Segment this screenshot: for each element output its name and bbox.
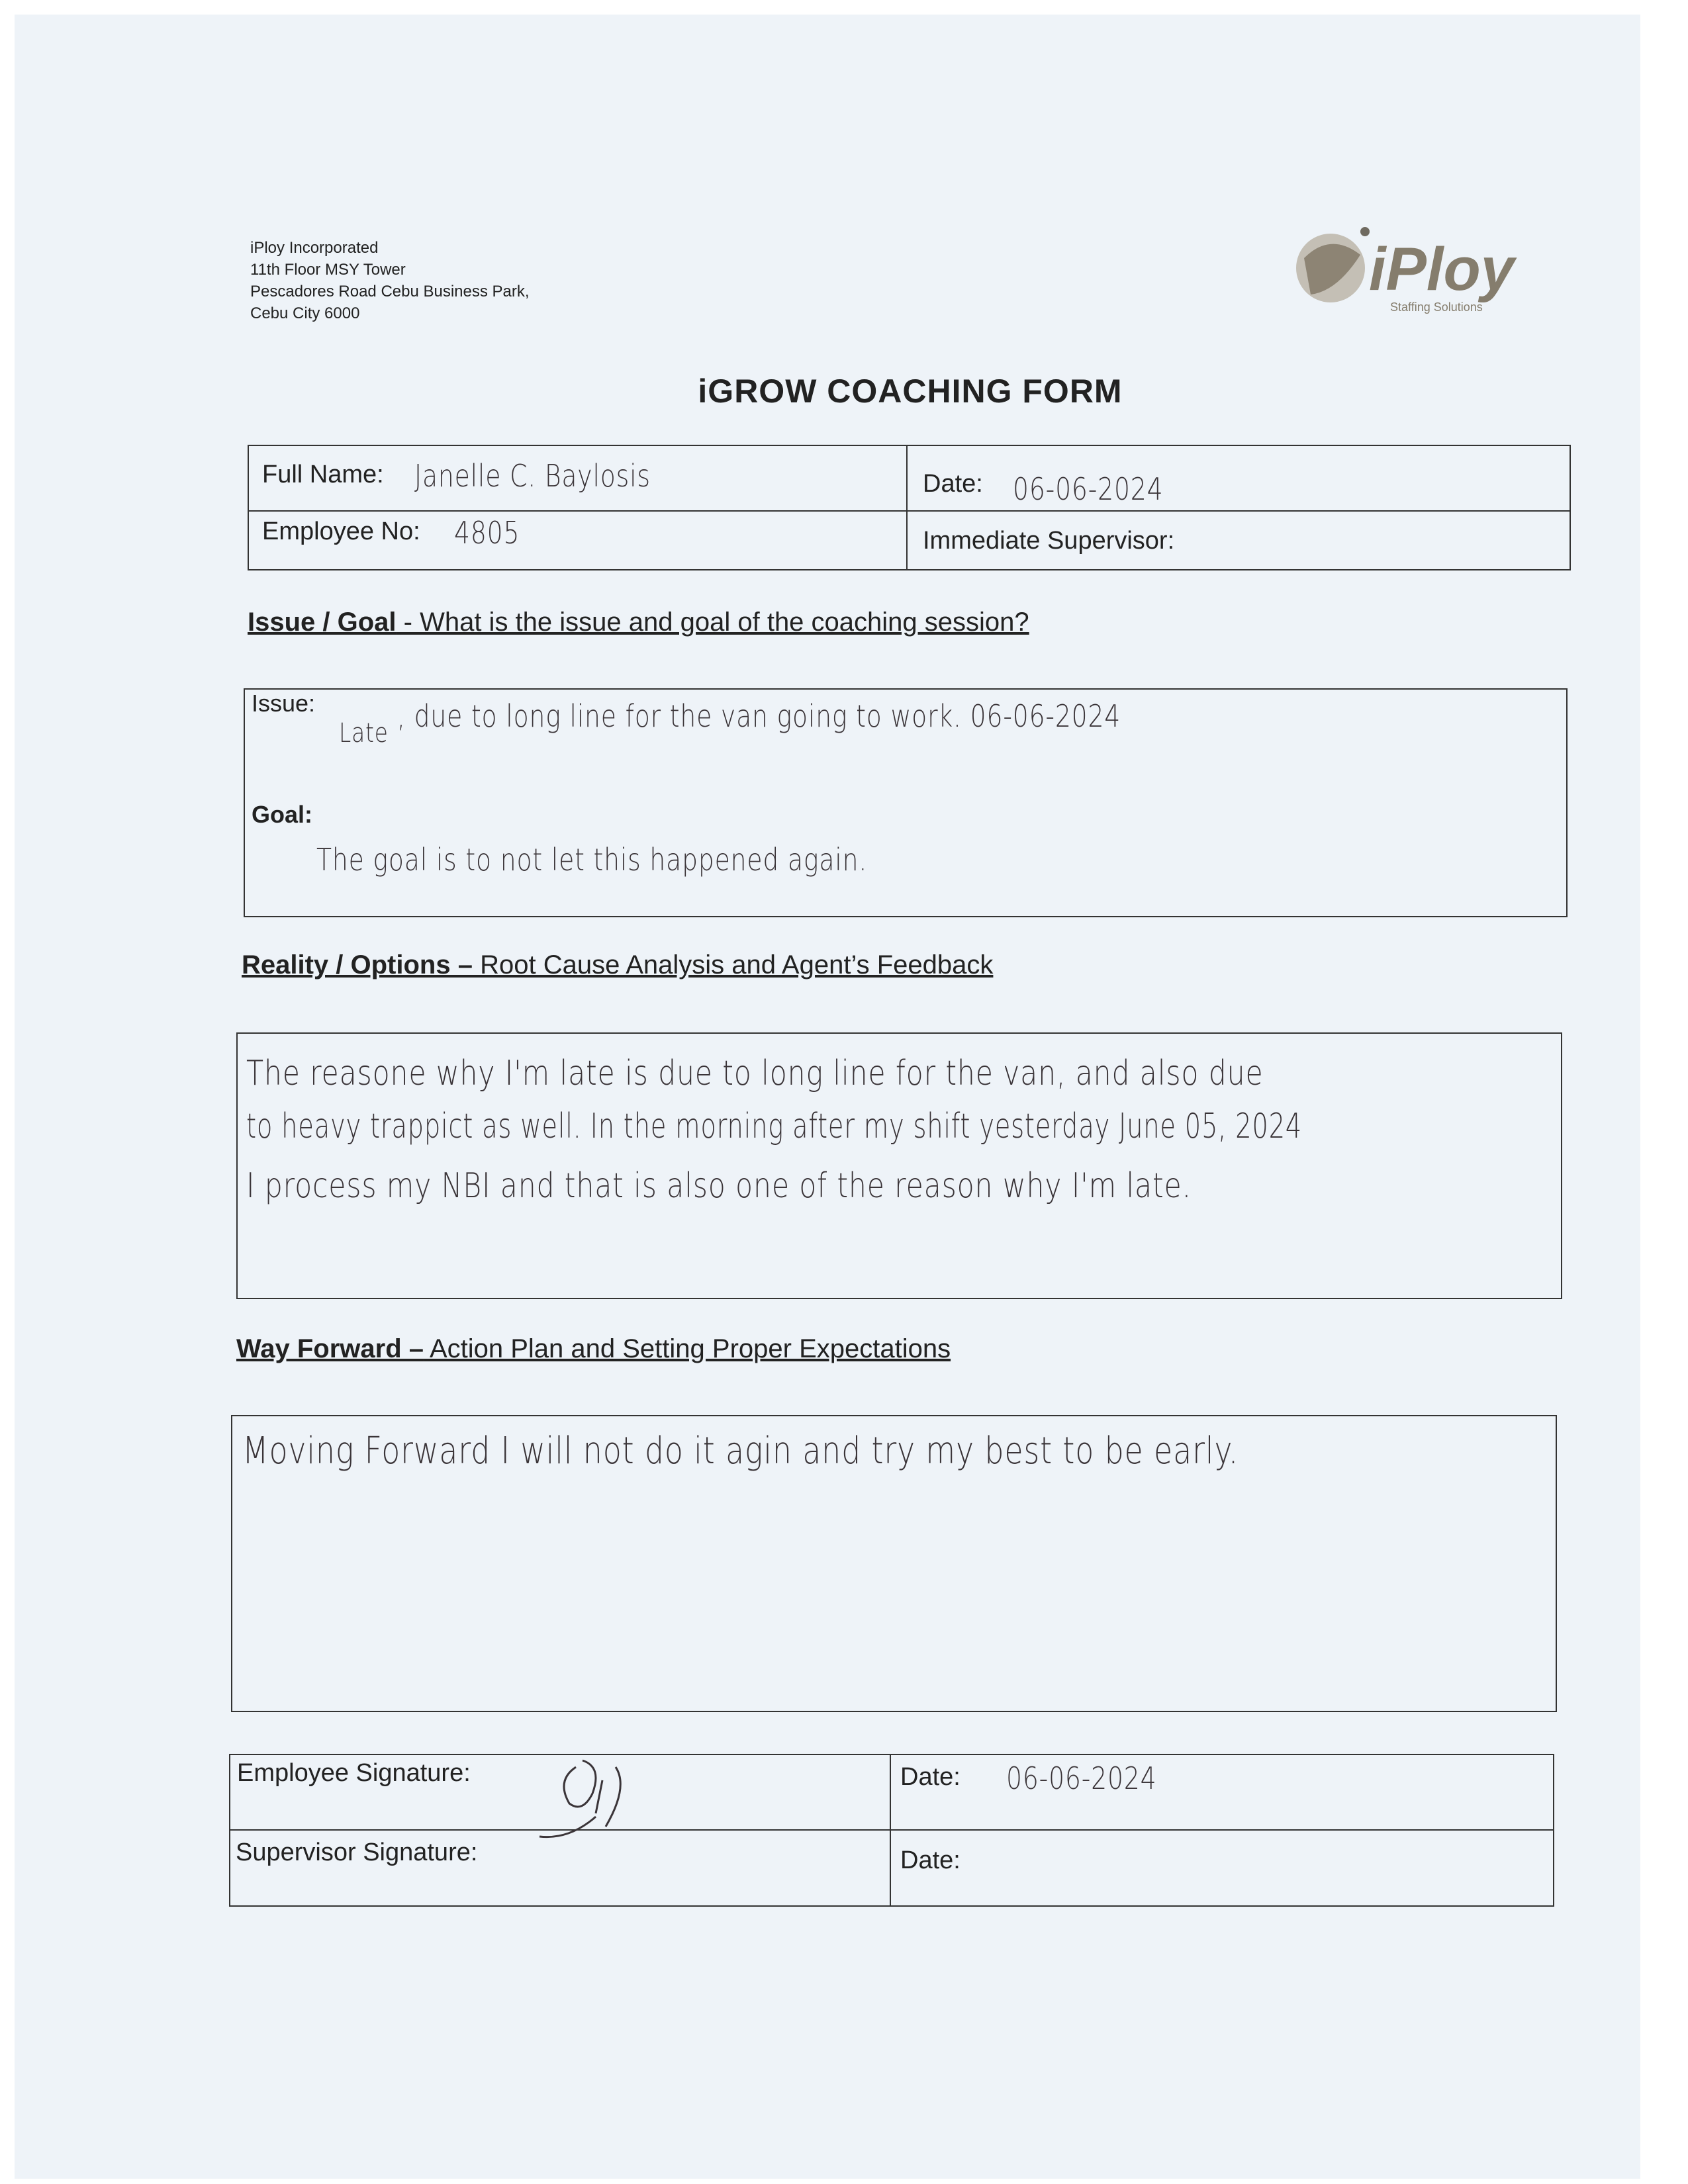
table-divider [248, 510, 1571, 512]
way-forward-text[interactable]: Moving Forward I will not do it agin and try my best to be early. [242, 1430, 1239, 1473]
employee-date-value[interactable]: 06-06-2024 [1006, 1760, 1157, 1796]
heading-bold: Issue / Goal [248, 608, 397, 637]
svg-text:Staffing Solutions: Staffing Solutions [1390, 300, 1483, 314]
date-value[interactable]: 06-06-2024 [1013, 471, 1164, 507]
reality-line[interactable]: The reasone why I'm late is due to long line for the van, and also due [246, 1054, 1264, 1093]
reality-line[interactable]: I process my NBI and that is also one of the reason why I'm late. [246, 1166, 1192, 1206]
heading-bold: Reality / Options – [242, 950, 473, 979]
supervisor-signature-label: Supervisor Signature: [236, 1839, 478, 1866]
address-line: Pescadores Road Cebu Business Park, [250, 283, 530, 300]
employee-no-label: Employee No: [262, 518, 420, 545]
reality-line[interactable]: to heavy trappict as well. In the morning after my shift yesterday June 05, 2024 [246, 1107, 1303, 1146]
way-forward-heading [236, 1334, 951, 1364]
svg-text:iPloy: iPloy [1369, 236, 1515, 303]
full-name-value[interactable]: Janelle C. Baylosis [414, 458, 651, 494]
employee-no-value[interactable]: 4805 [454, 515, 520, 551]
supervisor-date-label: Date: [900, 1846, 961, 1874]
issue-text[interactable]: , due to long line for the van going to work. 06-06-2024 [397, 698, 1121, 734]
reality-options-heading [242, 950, 993, 980]
employee-signature-mark [530, 1741, 675, 1846]
issue-label: Issue: [252, 690, 316, 717]
heading-rest: Action Plan and Setting Proper Expectations [424, 1334, 951, 1363]
table-divider [229, 1829, 1554, 1831]
form-title: iGROW COACHING FORM [698, 373, 1123, 410]
issue-goal-heading [248, 608, 1029, 637]
issue-correction: Late [339, 718, 389, 749]
employee-signature-label: Employee Signature: [237, 1759, 471, 1787]
employee-date-label: Date: [900, 1763, 961, 1791]
address-line: 11th Floor MSY Tower [250, 261, 406, 279]
address-line: iPloy Incorporated [250, 239, 379, 257]
full-name-label: Full Name: [262, 461, 384, 488]
table-divider [906, 445, 908, 570]
globe-icon [1291, 218, 1549, 318]
immediate-supervisor-label: Immediate Supervisor: [923, 527, 1175, 555]
goal-label: Goal: [252, 801, 313, 828]
iploy-logo [1291, 218, 1549, 318]
goal-text[interactable]: The goal is to not let this happened again. [316, 842, 868, 878]
date-label: Date: [923, 470, 983, 498]
heading-rest: Root Cause Analysis and Agent’s Feedback [472, 950, 994, 979]
heading-bold: Way Forward – [236, 1334, 424, 1363]
heading-rest: - What is the issue and goal of the coaching session? [396, 608, 1029, 637]
company-address [250, 237, 530, 324]
address-line: Cebu City 6000 [250, 304, 360, 322]
